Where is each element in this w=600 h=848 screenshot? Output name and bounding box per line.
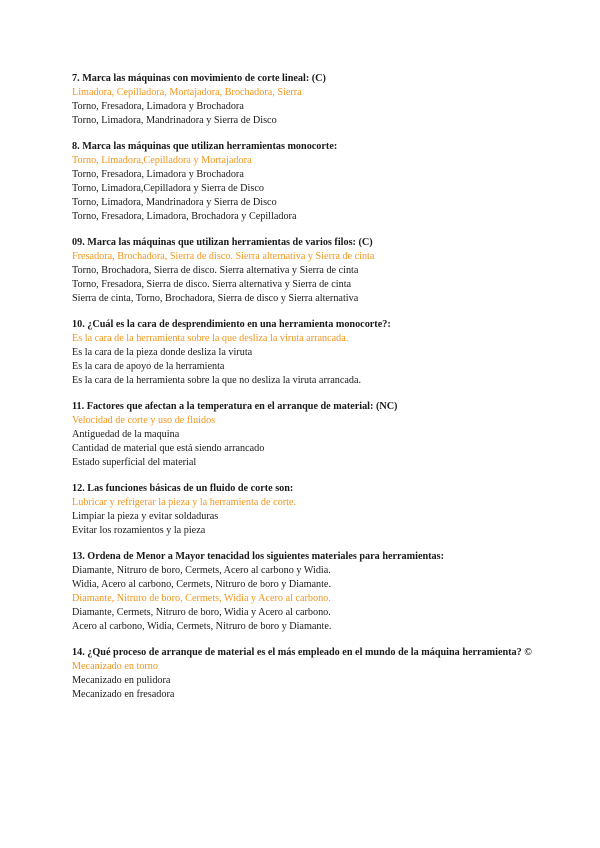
answer-option: Torno, Fresadora, Limadora, Brochadora y Cepilladora (72, 211, 297, 222)
question-block (72, 550, 572, 634)
answer-option: Evitar los rozamientos y la pieza (72, 525, 206, 536)
question-block (72, 482, 572, 538)
question-block (72, 236, 572, 306)
answer-option: Torno, Limadora, Mandrinadora y Sierra de Disco (72, 197, 277, 208)
answer-option: Acero al carbono, Widia, Cermets, Nitruro de boro y Diamante. (72, 621, 332, 632)
answer-option: Limpiar la pieza y evitar soldaduras (72, 511, 219, 522)
answer-option: Estado superficial del material (72, 457, 197, 468)
question-title: 8. Marca las máquinas que utilizan herramientas monocorte: (72, 141, 338, 152)
question-title: 11. Factores que afectan a la temperatura en el arranque de material: (NC) (72, 401, 398, 412)
answer-option: Es la cara de la herramienta sobre la que no desliza la viruta arrancada. (72, 375, 362, 386)
answer-option: Es la cara de la pieza donde desliza la viruta (72, 347, 253, 358)
answer-option-correct: Diamante, Nitruro de boro, Cermets, Widia y Acero al carbono. (72, 593, 331, 604)
question-block (72, 318, 572, 388)
answer-option-correct: Lubricar y refrigerar la pieza y la herramienta de corte. (72, 497, 296, 508)
question-block (72, 140, 572, 224)
answer-option: Torno, Limadora, Mandrinadora y Sierra de Disco (72, 115, 277, 126)
question-block (72, 400, 572, 470)
answer-option-correct: Es la cara de la herramienta sobre la que desliza la viruta arrancada. (72, 333, 349, 344)
answer-option: Antiguedad de la maquina (72, 429, 180, 440)
answer-option-correct: Fresadora, Brochadora, Sierra de disco. Sierra alternativa y Sierra de cinta (72, 251, 375, 262)
answer-option-correct: Torno, Limadora,Cepilladora y Mortajadora (72, 155, 252, 166)
answer-option: Mecanizado en fresadora (72, 689, 175, 700)
answer-option: Torno, Fresadora, Sierra de disco. Sierra alternativa y Sierra de cinta (72, 279, 352, 290)
answer-option: Sierra de cinta, Torno, Brochadora, Sierra de disco y Sierra alternativa (72, 293, 359, 304)
question-title: 13. Ordena de Menor a Mayor tenacidad los siguientes materiales para herramientas: (72, 551, 444, 562)
answer-option-correct: Mecanizado en torno (72, 661, 158, 672)
question-title: 14. ¿Qué proceso de arranque de material es el más empleado en el mundo de la máquina herramienta? © (72, 647, 532, 658)
answer-option: Diamante, Nitruro de boro, Cermets, Acero al carbono y Widia. (72, 565, 331, 576)
answer-option: Cantidad de material que está siendo arrancado (72, 443, 265, 454)
question-title: 7. Marca las máquinas con movimiento de corte lineal: (C) (72, 73, 326, 84)
answer-option: Mecanizado en pulidora (72, 675, 171, 686)
answer-option: Torno, Limadora,Cepilladora y Sierra de Disco (72, 183, 264, 194)
question-title: 10. ¿Cuál es la cara de desprendimiento en una herramienta monocorte?: (72, 319, 391, 330)
answer-option: Es la cara de apoyo de la herramienta (72, 361, 225, 372)
question-block (72, 72, 572, 128)
answer-option: Torno, Fresadora, Limadora y Brochadora (72, 101, 244, 112)
answer-option: Torno, Brochadora, Sierra de disco. Sierra alternativa y Sierra de cinta (72, 265, 359, 276)
question-title: 09. Marca las máquinas que utilizan herramientas de varios filos: (C) (72, 237, 373, 248)
question-title: 12. Las funciones básicas de un fluido de corte son: (72, 483, 294, 494)
answer-option: Widia, Acero al carbono, Cermets, Nitruro de boro y Diamante. (72, 579, 332, 590)
answer-option-correct: Velocidad de corte y uso de fluidos (72, 415, 216, 426)
answer-option-correct: Limadora, Cepilladora, Mortajadora, Brochadora, Sierra (72, 87, 302, 98)
document-page (72, 72, 572, 714)
question-block (72, 646, 572, 702)
answer-option: Torno, Fresadora, Limadora y Brochadora (72, 169, 244, 180)
answer-option: Diamante, Cermets, Nitruro de boro, Widia y Acero al carbono. (72, 607, 331, 618)
